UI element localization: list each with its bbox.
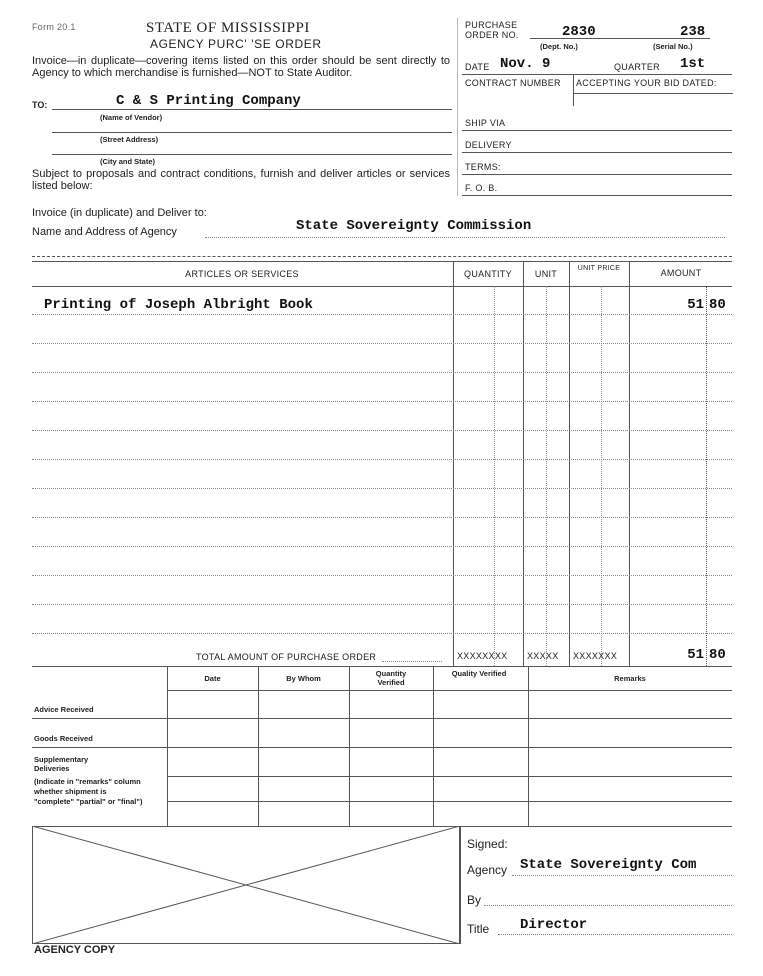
sig-agency-value: State Sovereignty Com <box>520 857 697 873</box>
quarter-value: 1st <box>680 56 706 72</box>
dept-no-label: (Dept. No.) <box>540 42 578 51</box>
subject-text: Subject to proposals and contract conditions, furnish and deliver articles or services listed below: <box>32 168 450 192</box>
total-quantity-x: XXXXXXXX <box>457 651 508 661</box>
goods-received-label: Goods Received <box>34 734 93 743</box>
city-state-label: (City and State) <box>100 157 156 166</box>
contract-number-label: CONTRACT NUMBER <box>465 78 561 88</box>
serial-number: 238 <box>680 24 706 40</box>
article-description: Printing of Joseph Albright Book <box>44 297 313 313</box>
date-col-header: Date <box>204 674 221 683</box>
quantity-header: QUANTITY <box>464 269 512 279</box>
quarter-label: QUARTER <box>614 62 660 72</box>
total-amount-dollars: 51 <box>687 647 704 663</box>
signed-label: Signed: <box>467 837 508 851</box>
quality-verified-header: Quality Verified <box>451 669 507 678</box>
fob-label: F. O. B. <box>465 183 498 193</box>
serial-no-label: (Serial No.) <box>653 42 693 51</box>
by-label: By <box>467 893 482 907</box>
po-label: PURCHASE ORDER NO. <box>465 20 519 40</box>
article-amount-cents: 80 <box>709 297 726 313</box>
street-address-label: (Street Address) <box>100 135 159 144</box>
form-number: Form 20.1 <box>32 22 76 32</box>
vendor-name-label: (Name of Vendor) <box>100 113 163 122</box>
total-amount-cents: 80 <box>709 647 726 663</box>
remarks-instruction-note: (Indicate in "remarks" column whether shipment is "complete" "partial" or "final") <box>34 777 143 806</box>
crossed-out-box <box>32 826 460 944</box>
amount-header: AMOUNT <box>660 268 702 278</box>
total-unit-x: XXXXX <box>527 651 559 661</box>
to-label: TO: <box>32 100 48 110</box>
unit-header: UNIT <box>534 269 558 279</box>
articles-header: ARTICLES OR SERVICES <box>185 269 299 279</box>
quantity-verified-header: Quantity Verified <box>375 669 407 687</box>
article-amount-dollars: 51 <box>687 297 704 313</box>
total-price-x: XXXXXXX <box>573 651 618 661</box>
date-value: Nov. 9 <box>500 56 551 72</box>
vendor-name: C & S Printing Company <box>116 93 301 109</box>
title-label: Title <box>467 922 490 936</box>
supplementary-deliveries-label: Supplementary Deliveries <box>34 755 89 773</box>
total-label: TOTAL AMOUNT OF PURCHASE ORDER <box>196 652 377 662</box>
remarks-col-header: Remarks <box>614 674 646 683</box>
form-title: AGENCY PURC' 'SE ORDER <box>150 37 322 51</box>
unit-price-header: UNIT PRICE <box>577 265 621 272</box>
dept-number: 2830 <box>562 24 596 40</box>
invoice-deliver-label: Invoice (in duplicate) and Deliver to: <box>32 207 207 219</box>
by-whom-col-header: By Whom <box>286 674 321 683</box>
state-title: STATE OF MISSISSIPPI <box>146 20 310 36</box>
ship-via-label: SHIP VIA <box>465 118 506 128</box>
agency-address-label: Name and Address of Agency <box>32 226 177 238</box>
delivery-label: DELIVERY <box>465 140 512 150</box>
terms-label: TERMS: <box>465 162 501 172</box>
agency-name: State Sovereignty Commission <box>296 218 532 234</box>
sig-agency-label: Agency <box>467 863 508 877</box>
date-label: DATE <box>465 62 490 72</box>
bid-dated-label: ACCEPTING YOUR BID DATED: <box>576 78 717 88</box>
title-value: Director <box>520 917 588 933</box>
advice-received-label: Advice Received <box>34 705 94 714</box>
instructions-text: Invoice—in duplicate—covering items listed on this order should be sent directly to Agency to which merchandise is furnished—NOT to State Auditor. <box>32 55 450 79</box>
agency-copy-label: AGENCY COPY <box>34 944 116 956</box>
